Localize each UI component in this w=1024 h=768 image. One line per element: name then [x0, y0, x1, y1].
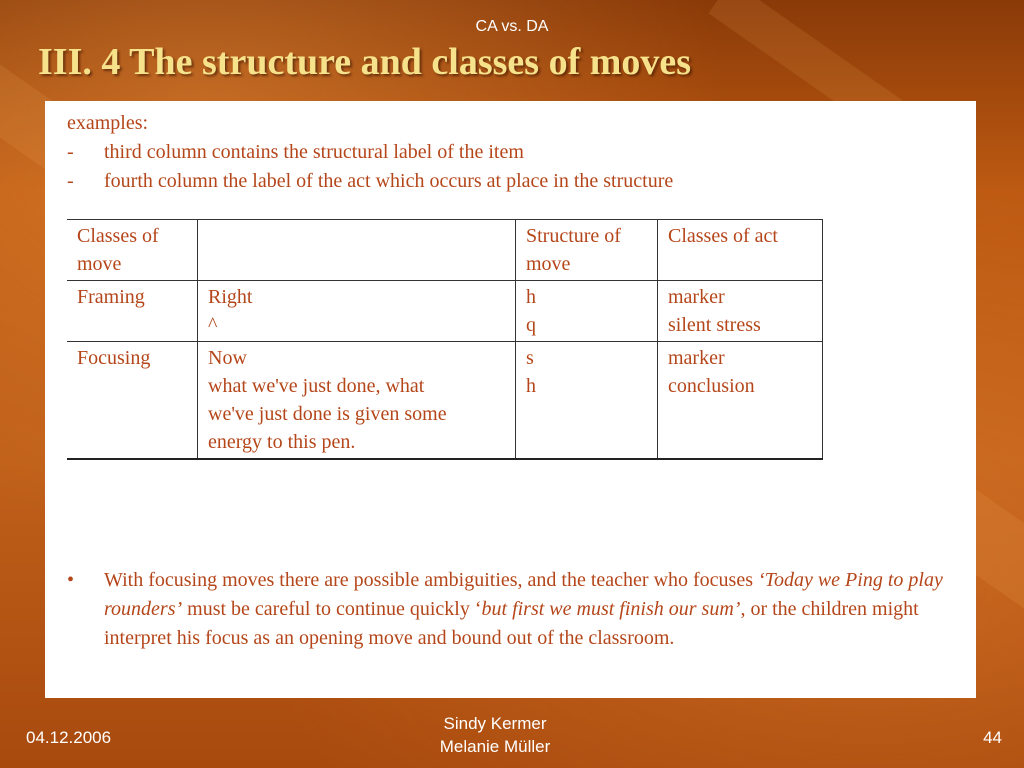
cell-line: marker [668, 286, 725, 308]
moves-table-body [67, 220, 823, 460]
quoted-example: ‘Today we Ping to play rounders’ [104, 569, 943, 620]
intro-block [67, 109, 673, 196]
footer-date: 04.12.2006 [26, 728, 112, 747]
slide-subtitle: CA vs. DA [475, 18, 549, 35]
cell-line: Focusing [77, 347, 151, 369]
page-number: 44 [983, 728, 1002, 747]
cell-line: conclusion [668, 375, 755, 397]
cell-line: Classes of [77, 225, 159, 247]
cell-line: energy to this pen. [208, 431, 356, 453]
table-cell [516, 281, 658, 342]
intro-item [67, 138, 673, 167]
content-panel [45, 101, 976, 698]
cell-line: Framing [77, 286, 145, 308]
table-cell [198, 220, 516, 281]
cell-line: s [526, 347, 534, 369]
cell-line: Structure of [526, 225, 621, 247]
table-cell [516, 342, 658, 460]
bullet-text [104, 566, 962, 653]
cell-line: marker [668, 347, 725, 369]
footer-authors [0, 712, 990, 758]
moves-table [67, 219, 823, 460]
cell-line: Classes of act [668, 225, 778, 247]
table-cell [198, 281, 516, 342]
intro-item-text: fourth column the label of the act which occurs at place in the structure [104, 170, 674, 192]
cell-line: we've just done is given some [208, 403, 447, 425]
table-cell [658, 342, 823, 460]
cell-line: q [526, 314, 536, 336]
bullet-text-part: With focusing moves there are possible ambiguities, and the teacher who focuses [104, 569, 759, 591]
table-header-row [67, 220, 823, 281]
cell-line: move [526, 253, 571, 275]
bullet-text-part: , or the children might interpret his focus as an opening move and bound out of the classroom. [104, 598, 919, 649]
dash-marker: - [67, 170, 74, 192]
table-cell [658, 281, 823, 342]
cell-line: h [526, 375, 536, 397]
table-row [67, 342, 823, 460]
dash-marker: - [67, 141, 74, 163]
slide-title: III. 4 The structure and classes of moves [38, 41, 692, 83]
intro-item-text: third column contains the structural label of the item [104, 141, 524, 163]
table-cell [198, 342, 516, 460]
ambiguity-bullet [67, 566, 962, 653]
table-cell [516, 220, 658, 281]
cell-line: what we've just done, what [208, 375, 425, 397]
cell-line: ^ [208, 314, 218, 336]
table-row [67, 281, 823, 342]
cell-line: h [526, 286, 536, 308]
quoted-example: but first we must finish our sum’ [481, 598, 741, 620]
table-cell [658, 220, 823, 281]
cell-line: silent stress [668, 314, 761, 336]
bullet-text-part: must be careful to continue quickly ‘ [182, 598, 482, 620]
bullet-marker: • [67, 569, 75, 591]
intro-heading: examples: [67, 112, 149, 134]
cell-line: move [77, 253, 122, 275]
intro-item [67, 167, 673, 196]
table-cell [67, 220, 198, 281]
footer-author: Sindy Kermer [443, 714, 547, 733]
table-cell [67, 342, 198, 460]
cell-line: Right [208, 286, 253, 308]
cell-line: Now [208, 347, 247, 369]
table-cell [67, 281, 198, 342]
footer-author: Melanie Müller [439, 737, 551, 756]
